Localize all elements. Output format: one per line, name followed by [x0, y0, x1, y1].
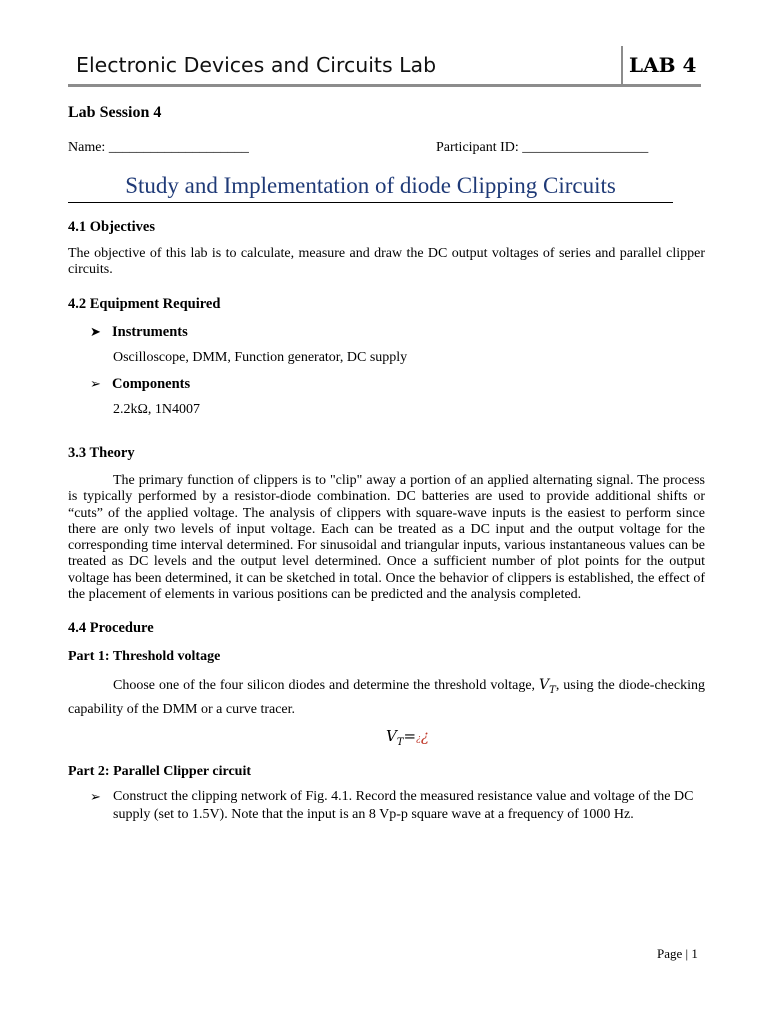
arrow-bullet-icon: ➢ [90, 376, 101, 391]
theory-heading: 3.3 Theory [68, 445, 135, 461]
document-title: Study and Implementation of diode Clipping Circuits [68, 172, 673, 203]
instruments-label: Instruments [112, 324, 188, 340]
arrow-bullet-icon: ➢ [90, 789, 101, 804]
threshold-symbol: $V_T$ [539, 677, 556, 696]
instruments-text: Oscilloscope, DMM, Function generator, DC supply [113, 350, 408, 365]
components-label: Components [112, 376, 191, 392]
name-field: Name: ____________________ [68, 140, 249, 155]
header-lab-label: LAB 4 [629, 53, 697, 77]
threshold-equation: $V_T=¿¿$ [386, 727, 429, 748]
components-text: 2.2kΩ, 1N4007 [113, 402, 201, 417]
procedure-heading: 4.4 Procedure [68, 620, 154, 636]
part1-text [68, 676, 705, 719]
part2-item-text: Construct the clipping network of Fig. 4.1. Record the measured resistance value and voltage of the DC supply (set to 1.5V). Note that the input is an 8 Vp-p square wave at a frequency of 1000 Hz. [113, 789, 694, 822]
objectives-heading: 4.1 Objectives [68, 219, 155, 235]
part1-text-a: Choose one of the four silicon diodes and determine the threshold voltage, [113, 678, 536, 693]
part2-heading: Part 2: Parallel Clipper circuit [68, 764, 251, 779]
objectives-text: The objective of this lab is to calculate, measure and draw the DC output voltages of series and parallel clipper circuits. [68, 246, 705, 278]
session-heading: Lab Session 4 [68, 104, 162, 121]
equipment-heading: 4.2 Equipment Required [68, 296, 221, 312]
instruments-bullet [90, 324, 188, 341]
page-number: Page | 1 [657, 946, 698, 961]
arrow-bullet-icon: ➤ [90, 324, 101, 339]
theory-text: The primary function of clippers is to "clip" away a portion of an applied alternating signal. The process is typically performed by a resistor-diode combination. DC batteries are used to provide additional shifts or “cuts” of the applied voltage. The analysis of clippers with square-wave inputs is the easiest to perform since there are only two levels of input voltage. Each can be treated as a DC input and the output voltage for the corresponding time interval determined. For sinusoidal and triangular inputs, various instantaneous values can be treated as DC levels and the output level determined. Once a sufficient number of plot points for the output voltage has been determined, it can be sketched in total. Once the behavior of clippers is established, the effect of the placement of elements in various positions can be predicted and the analysis completed. [68, 473, 705, 603]
part1-heading: Part 1: Threshold voltage [68, 649, 221, 664]
header-title: Electronic Devices and Circuits Lab [76, 53, 437, 77]
part1-text-b: , using the diode-checking capability of the DMM or a curve tracer. [68, 678, 705, 717]
page-header [68, 46, 701, 87]
equation-placeholder: ¿ [420, 727, 429, 745]
header-divider [621, 46, 623, 84]
part2-list-item [90, 788, 705, 824]
components-bullet [90, 376, 190, 393]
participant-id-field: Participant ID: __________________ [436, 140, 649, 155]
